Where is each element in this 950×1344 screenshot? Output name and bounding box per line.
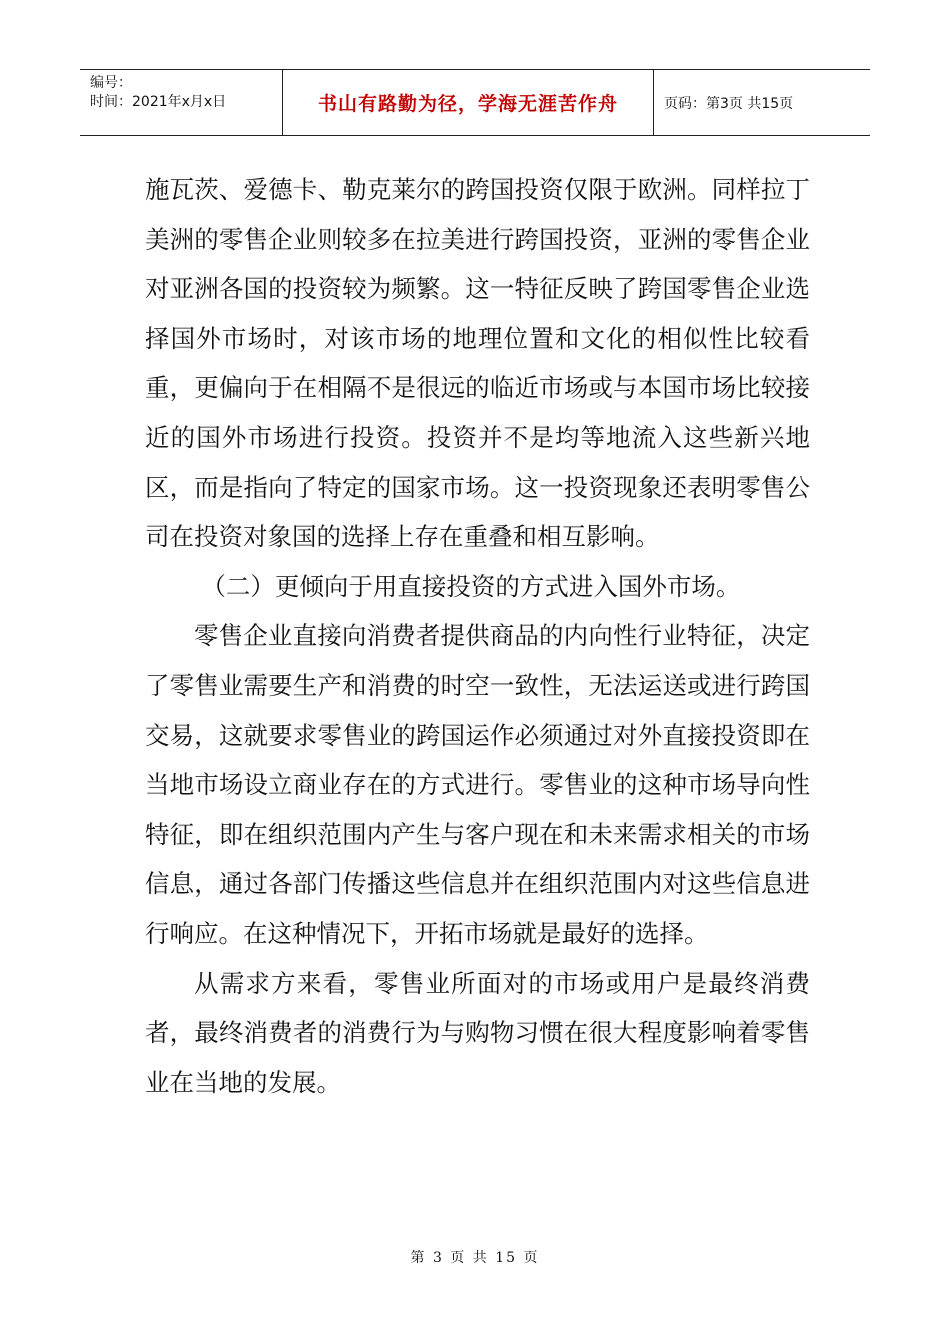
body-paragraph: 零售企业直接向消费者提供商品的内向性行业特征，决定了零售业需要生产和消费的时空一致性，无法运送或进行跨国交易，这就要求零售业的跨国运作必须通过对外直接投资即在当地市场设立商业存在的方式进行。零售业的这种市场导向性特征，即在组织范围内产生与客户现在和未来需求相关的市场信息，通过各部门传播这些信息并在组织范围内对这些信息进行响应。在这种情况下，开拓市场就是最好的选择。	[145, 621, 810, 948]
header-page-code: 页码：第3页 共15页	[664, 95, 794, 112]
header-motto: 书山有路勤为径，学海无涯苦作舟	[283, 70, 654, 135]
document-body	[145, 165, 810, 1107]
body-paragraph: 施瓦茨、爱德卡、勒克莱尔的跨国投资仅限于欧洲。同样拉丁美洲的零售企业则较多在拉美进行跨国投资，亚洲的零售企业对亚洲各国的投资较为频繁。这一特征反映了跨国零售企业选择国外市场时，对该市场的地理位置和文化的相似性比较看重，更偏向于在相隔不是很远的临近市场或与本国市场比较接近的国外市场进行投资。投资并不是均等地流入这些新兴地区，而是指向了特定的国家市场。这一投资现象还表明零售公司在投资对象国的选择上存在重叠和相互影响。	[145, 175, 810, 552]
document-date-label: 时间：2021年x月x日	[90, 94, 227, 110]
page-footer: 第 3 页 共 15 页	[410, 1250, 540, 1266]
header-meta-cell	[80, 70, 283, 135]
body-paragraph: 从需求方来看，零售业所面对的市场或用户是最终消费者，最终消费者的消费行为与购物习惯在很大程度影响着零售业在当地的发展。	[145, 968, 810, 1097]
page-header	[80, 69, 870, 136]
document-number-label: 编号：	[90, 75, 132, 91]
section-heading: （二）更倾向于用直接投资的方式进入国外市场。	[201, 571, 741, 601]
